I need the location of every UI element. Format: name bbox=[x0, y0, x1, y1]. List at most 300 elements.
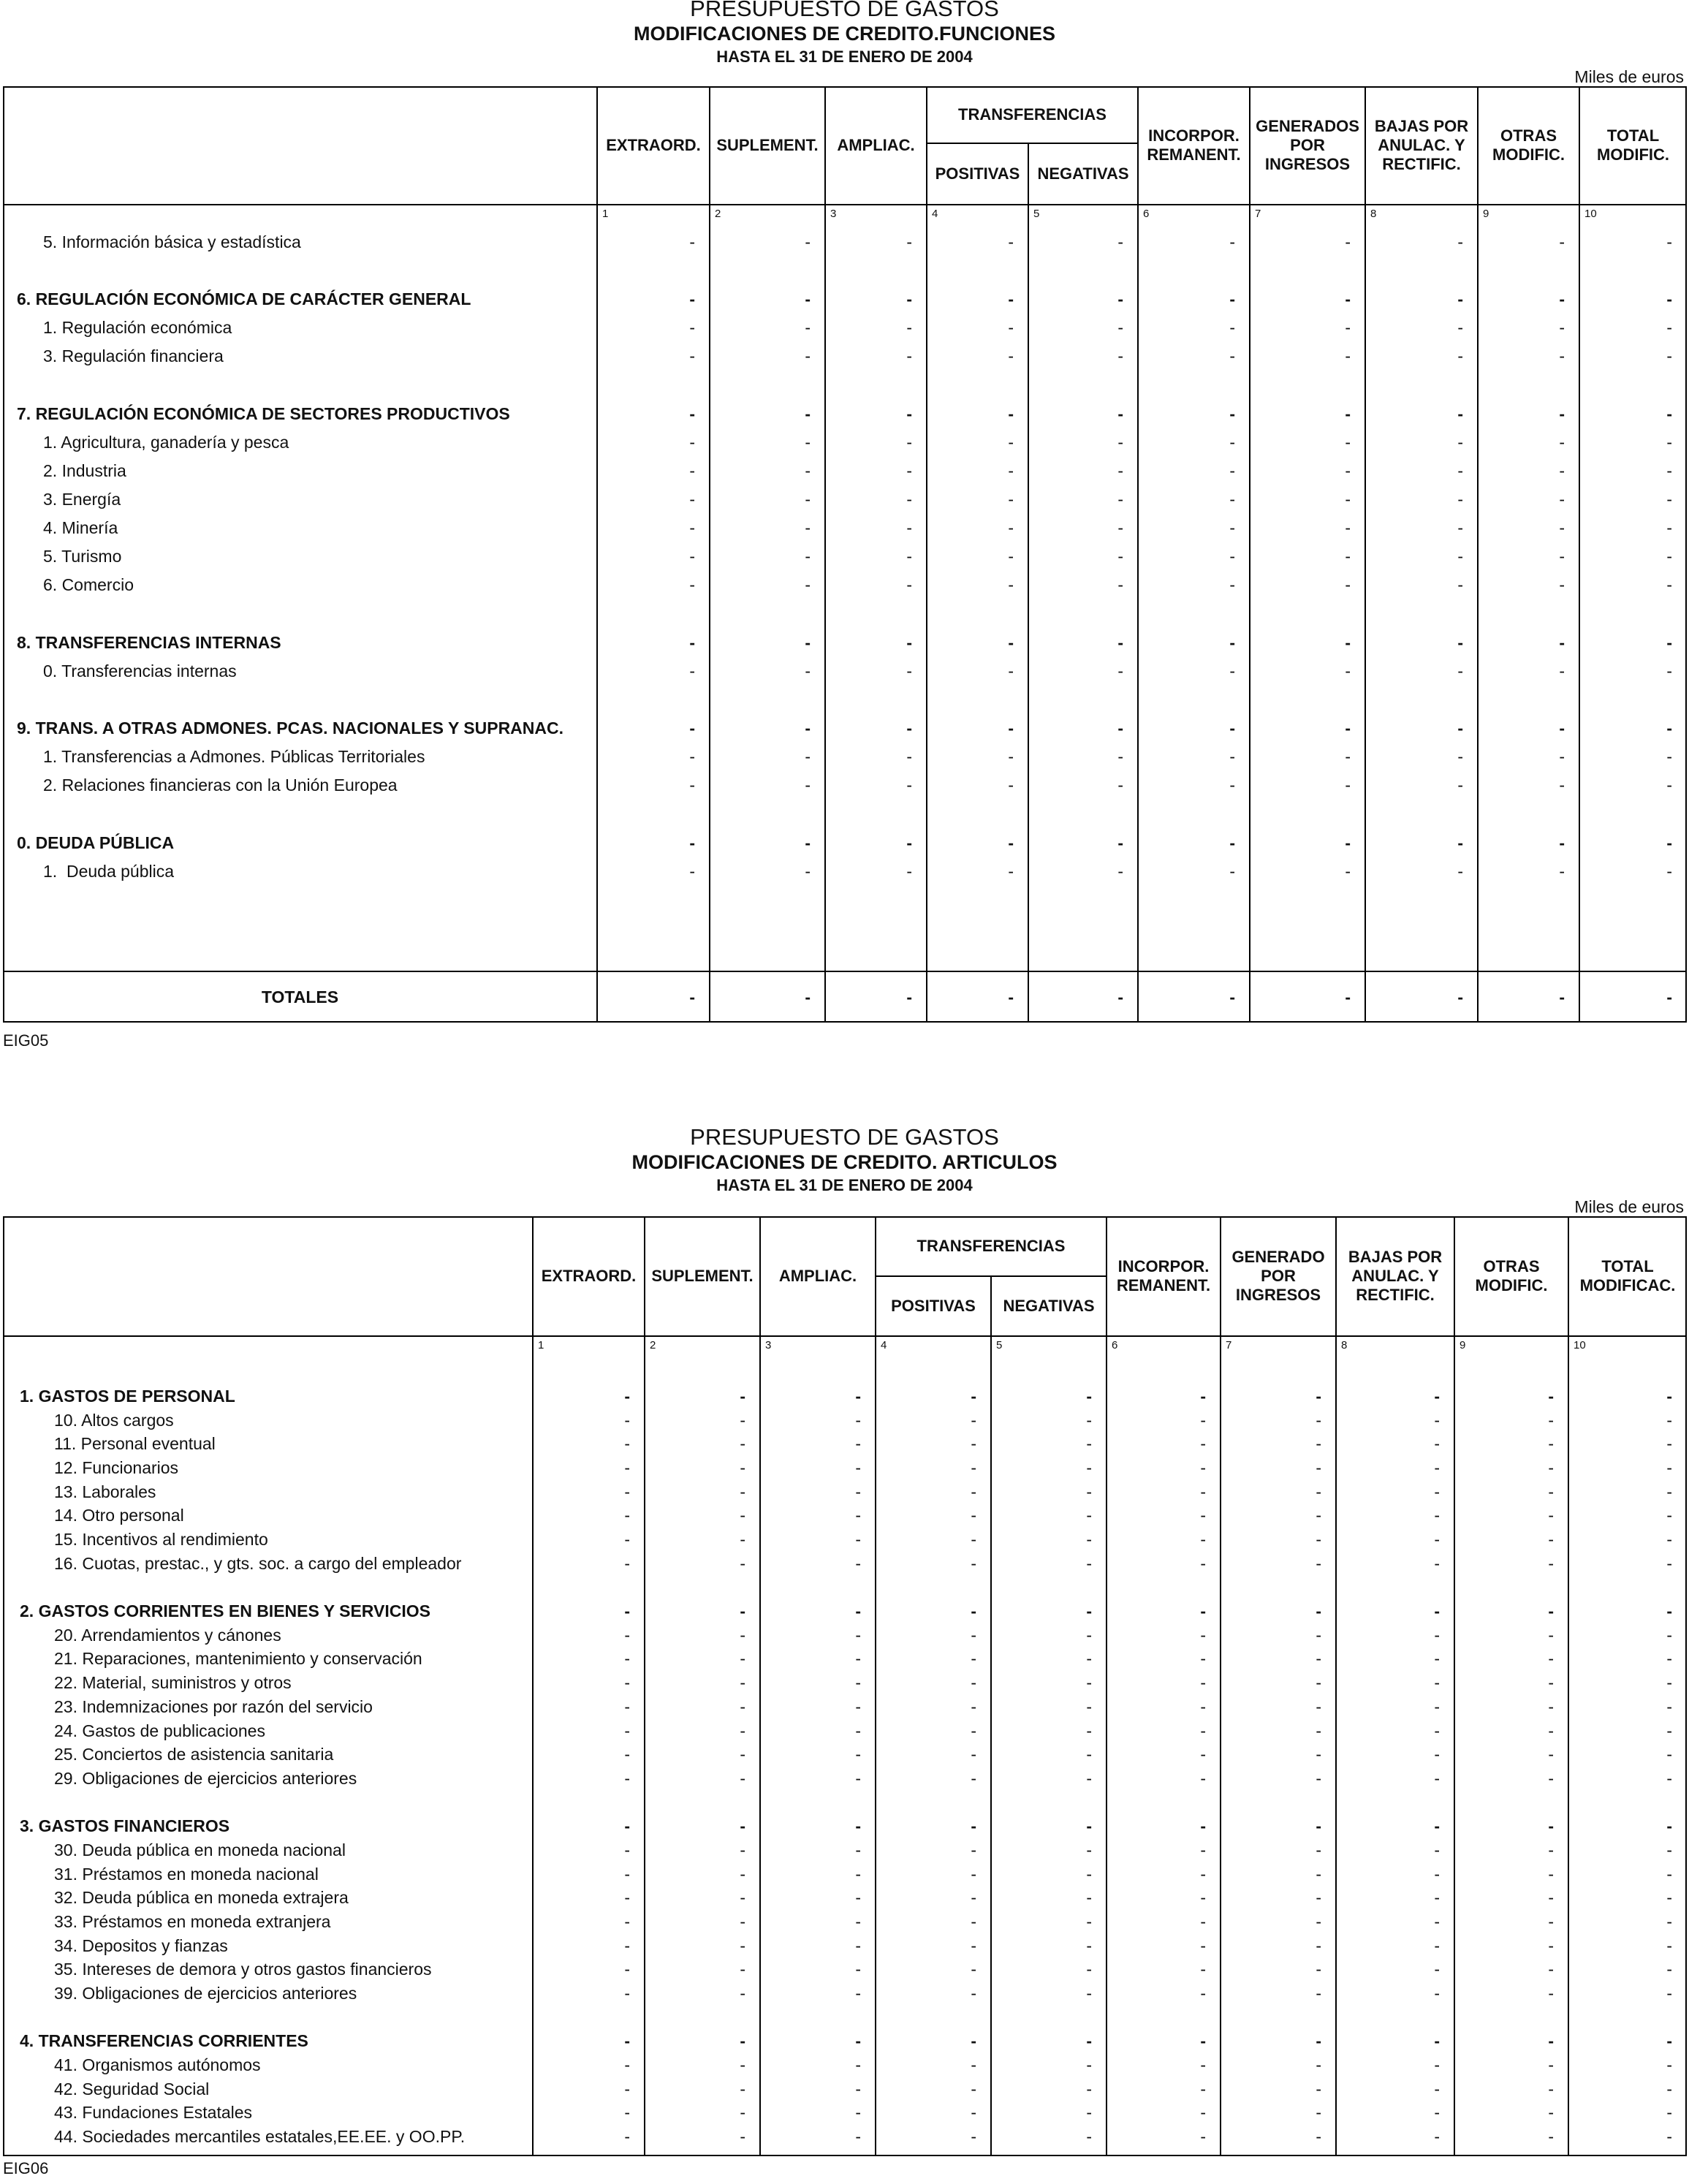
value-negativas: - bbox=[1117, 861, 1123, 881]
table-2-title: PRESUPUESTO DE GASTOS bbox=[690, 1124, 999, 1150]
item-row bbox=[3, 1719, 1687, 1743]
value-ampliac: - bbox=[855, 1768, 861, 1788]
value-incorpor: - bbox=[1200, 1506, 1206, 1525]
value-positivas: - bbox=[971, 2103, 976, 2123]
value-total: - bbox=[1666, 575, 1672, 595]
value-incorpor: - bbox=[1229, 518, 1235, 538]
item-row bbox=[3, 1623, 1687, 1647]
value-suplement: - bbox=[805, 547, 811, 566]
value-generados: - bbox=[1345, 718, 1351, 738]
section-heading-row bbox=[3, 1384, 1687, 1408]
value-extraord: - bbox=[624, 1888, 630, 1908]
column-header-incorpor bbox=[1107, 1216, 1221, 1336]
value-suplement: - bbox=[740, 1960, 745, 1979]
value-total: - bbox=[1666, 346, 1672, 366]
value-total: - bbox=[1666, 1935, 1672, 1955]
value-suplement: - bbox=[740, 1840, 745, 1859]
value-positivas: - bbox=[1008, 661, 1014, 680]
value-incorpor: - bbox=[1200, 1721, 1206, 1740]
value-generados: - bbox=[1316, 1553, 1321, 1573]
item-row bbox=[3, 1743, 1687, 1766]
value-otras: - bbox=[1559, 518, 1565, 538]
value-extraord: - bbox=[689, 575, 695, 595]
item-label: 30. Deuda pública en moneda nacional bbox=[54, 1840, 346, 1859]
item-row bbox=[3, 2101, 1687, 2124]
item-label: 1. Regulación económica bbox=[43, 318, 232, 338]
value-incorpor: - bbox=[1200, 1960, 1206, 1979]
value-otras: - bbox=[1559, 432, 1565, 452]
column-header-line: POR bbox=[1261, 1267, 1296, 1285]
value-bajas: - bbox=[1434, 1649, 1440, 1669]
value-ampliac: - bbox=[855, 1673, 861, 1693]
value-ampliac: - bbox=[855, 1888, 861, 1908]
item-row bbox=[3, 458, 1687, 484]
value-ampliac: - bbox=[906, 575, 912, 595]
value-positivas: - bbox=[971, 1816, 976, 1836]
item-row bbox=[3, 515, 1687, 541]
value-positivas: - bbox=[971, 1745, 976, 1764]
value-extraord: - bbox=[689, 318, 695, 338]
value-extraord: - bbox=[624, 2079, 630, 2098]
value-total: - bbox=[1666, 776, 1672, 795]
value-total: - bbox=[1666, 747, 1672, 767]
value-ampliac: - bbox=[906, 403, 912, 423]
item-row bbox=[3, 1767, 1687, 1790]
item-row bbox=[3, 1528, 1687, 1551]
value-extraord: - bbox=[624, 1721, 630, 1740]
value-positivas: - bbox=[1008, 833, 1014, 852]
item-label: 20. Arrendamientos y cánones bbox=[54, 1625, 281, 1645]
value-incorpor: - bbox=[1229, 987, 1235, 1006]
value-ampliac: - bbox=[855, 1458, 861, 1478]
column-number: 1 bbox=[602, 208, 609, 220]
item-label: 21. Reparaciones, mantenimiento y conservación bbox=[54, 1649, 422, 1669]
value-bajas: - bbox=[1434, 1458, 1440, 1478]
value-total: - bbox=[1666, 2103, 1672, 2123]
value-positivas: - bbox=[1008, 547, 1014, 566]
value-generados: - bbox=[1316, 1888, 1321, 1908]
value-negativas: - bbox=[1086, 1506, 1092, 1525]
value-bajas: - bbox=[1434, 1911, 1440, 1931]
value-otras: - bbox=[1548, 1458, 1554, 1478]
value-extraord: - bbox=[689, 547, 695, 566]
value-otras: - bbox=[1548, 1482, 1554, 1501]
value-extraord: - bbox=[624, 1696, 630, 1716]
value-total: - bbox=[1666, 1911, 1672, 1931]
value-generados: - bbox=[1345, 661, 1351, 680]
column-header-line: POSITIVAS bbox=[891, 1297, 976, 1315]
value-negativas: - bbox=[1086, 2031, 1092, 2051]
value-extraord: - bbox=[624, 2103, 630, 2123]
column-header-extraord bbox=[533, 1216, 645, 1336]
item-label: 43. Fundaciones Estatales bbox=[54, 2103, 253, 2123]
value-bajas: - bbox=[1457, 318, 1463, 338]
value-ampliac: - bbox=[906, 289, 912, 309]
value-extraord: - bbox=[624, 1530, 630, 1550]
value-incorpor: - bbox=[1200, 1911, 1206, 1931]
value-otras: - bbox=[1548, 1745, 1554, 1764]
item-row bbox=[3, 1957, 1687, 1981]
section-heading-row bbox=[3, 286, 1687, 312]
value-suplement: - bbox=[740, 1935, 745, 1955]
table-funciones bbox=[3, 86, 1687, 1023]
value-total: - bbox=[1666, 1984, 1672, 2003]
value-suplement: - bbox=[805, 460, 811, 480]
value-incorpor: - bbox=[1200, 1625, 1206, 1645]
value-otras: - bbox=[1548, 1984, 1554, 2003]
column-header-line: MODIFIC. bbox=[1492, 145, 1565, 164]
value-extraord: - bbox=[624, 1625, 630, 1645]
value-otras: - bbox=[1548, 1530, 1554, 1550]
column-number: 6 bbox=[1143, 208, 1150, 220]
value-generados: - bbox=[1316, 1601, 1321, 1621]
item-label: 6. Comercio bbox=[43, 575, 134, 595]
value-ampliac: - bbox=[855, 1530, 861, 1550]
group-header-label: TRANSFERENCIAS bbox=[958, 105, 1107, 124]
value-negativas: - bbox=[1086, 1553, 1092, 1573]
item-label: 0. Transferencias internas bbox=[43, 661, 237, 680]
value-bajas: - bbox=[1434, 1673, 1440, 1693]
value-bajas: - bbox=[1457, 776, 1463, 795]
section-heading-label: 7. REGULACIÓN ECONÓMICA DE SECTORES PRODUCTIVOS bbox=[17, 403, 510, 423]
value-otras: - bbox=[1559, 987, 1565, 1006]
value-extraord: - bbox=[624, 1458, 630, 1478]
column-header-line: MODIFIC. bbox=[1475, 1276, 1548, 1294]
value-ampliac: - bbox=[906, 632, 912, 652]
value-positivas: - bbox=[971, 1984, 976, 2003]
value-generados: - bbox=[1316, 2079, 1321, 2098]
value-extraord: - bbox=[624, 1768, 630, 1788]
value-positivas: - bbox=[971, 1458, 976, 1478]
value-ampliac: - bbox=[855, 2079, 861, 2098]
value-incorpor: - bbox=[1229, 403, 1235, 423]
column-header-negativas bbox=[991, 1276, 1107, 1336]
value-incorpor: - bbox=[1200, 1530, 1206, 1550]
value-incorpor: - bbox=[1229, 776, 1235, 795]
value-total: - bbox=[1666, 1553, 1672, 1573]
value-extraord: - bbox=[624, 1911, 630, 1931]
value-positivas: - bbox=[971, 2127, 976, 2147]
value-generados: - bbox=[1316, 2055, 1321, 2075]
value-incorpor: - bbox=[1200, 1768, 1206, 1788]
value-total: - bbox=[1666, 490, 1672, 509]
column-header-line: INCORPOR. bbox=[1148, 126, 1240, 145]
value-ampliac: - bbox=[855, 2103, 861, 2123]
value-bajas: - bbox=[1457, 432, 1463, 452]
value-bajas: - bbox=[1457, 747, 1463, 767]
value-generados: - bbox=[1345, 518, 1351, 538]
value-total: - bbox=[1666, 1696, 1672, 1716]
value-generados: - bbox=[1345, 776, 1351, 795]
value-generados: - bbox=[1316, 1911, 1321, 1931]
value-generados: - bbox=[1345, 490, 1351, 509]
column-header-negativas bbox=[1028, 143, 1138, 205]
value-suplement: - bbox=[805, 518, 811, 538]
column-header-line: AMPLIAC. bbox=[778, 1267, 857, 1285]
value-total: - bbox=[1666, 1410, 1672, 1430]
item-row bbox=[3, 1671, 1687, 1694]
value-extraord: - bbox=[689, 776, 695, 795]
value-generados: - bbox=[1345, 403, 1351, 423]
value-negativas: - bbox=[1117, 460, 1123, 480]
value-incorpor: - bbox=[1229, 661, 1235, 680]
group-header-label: TRANSFERENCIAS bbox=[916, 1237, 1066, 1255]
value-generados: - bbox=[1316, 1840, 1321, 1859]
item-row bbox=[3, 1838, 1687, 1862]
value-extraord: - bbox=[689, 518, 695, 538]
value-negativas: - bbox=[1086, 1387, 1092, 1406]
item-label: 2. Industria bbox=[43, 460, 126, 480]
column-header-line: INGRESOS bbox=[1235, 1286, 1321, 1304]
column-header-line: EXTRAORD. bbox=[541, 1267, 637, 1285]
value-positivas: - bbox=[1008, 747, 1014, 767]
value-otras: - bbox=[1548, 1434, 1554, 1454]
value-negativas: - bbox=[1117, 632, 1123, 652]
column-header-line: RECTIFIC. bbox=[1382, 155, 1461, 173]
item-row bbox=[3, 2125, 1687, 2148]
value-ampliac: - bbox=[906, 861, 912, 881]
item-label: 34. Depositos y fianzas bbox=[54, 1935, 228, 1955]
item-row bbox=[3, 1934, 1687, 1957]
value-incorpor: - bbox=[1200, 1888, 1206, 1908]
column-header-line: SUPLEMENT. bbox=[651, 1267, 754, 1285]
value-positivas: - bbox=[1008, 632, 1014, 652]
value-otras: - bbox=[1548, 1553, 1554, 1573]
item-row bbox=[3, 1552, 1687, 1575]
value-incorpor: - bbox=[1200, 1458, 1206, 1478]
value-negativas: - bbox=[1086, 2127, 1092, 2147]
value-generados: - bbox=[1316, 1864, 1321, 1884]
value-ampliac: - bbox=[855, 1911, 861, 1931]
value-incorpor: - bbox=[1229, 747, 1235, 767]
value-generados: - bbox=[1345, 460, 1351, 480]
totals-divider bbox=[3, 971, 1687, 972]
column-header-line: REMANENT. bbox=[1116, 1276, 1211, 1294]
item-label: 29. Obligaciones de ejercicios anteriores bbox=[54, 1768, 357, 1788]
value-ampliac: - bbox=[906, 518, 912, 538]
value-total: - bbox=[1666, 1816, 1672, 1836]
value-suplement: - bbox=[740, 1696, 745, 1716]
value-bajas: - bbox=[1434, 1816, 1440, 1836]
value-bajas: - bbox=[1457, 232, 1463, 251]
value-bajas: - bbox=[1434, 2031, 1440, 2051]
value-positivas: - bbox=[971, 1960, 976, 1979]
table-1-title: PRESUPUESTO DE GASTOS bbox=[690, 0, 999, 21]
value-extraord: - bbox=[624, 1506, 630, 1525]
value-negativas: - bbox=[1086, 1696, 1092, 1716]
item-label: 12. Funcionarios bbox=[54, 1458, 179, 1478]
value-positivas: - bbox=[1008, 718, 1014, 738]
value-bajas: - bbox=[1457, 289, 1463, 309]
column-header-line: TOTAL bbox=[1606, 126, 1660, 145]
value-negativas: - bbox=[1086, 1864, 1092, 1884]
value-ampliac: - bbox=[906, 490, 912, 509]
value-ampliac: - bbox=[906, 987, 912, 1006]
value-generados: - bbox=[1345, 232, 1351, 251]
column-number: 1 bbox=[538, 1339, 544, 1351]
value-positivas: - bbox=[971, 1601, 976, 1621]
item-label: 10. Altos cargos bbox=[54, 1410, 174, 1430]
value-total: - bbox=[1666, 987, 1672, 1006]
totals-row bbox=[3, 984, 1687, 1010]
value-ampliac: - bbox=[855, 1696, 861, 1716]
value-generados: - bbox=[1345, 833, 1351, 852]
value-otras: - bbox=[1559, 318, 1565, 338]
value-suplement: - bbox=[805, 987, 811, 1006]
value-total: - bbox=[1666, 2031, 1672, 2051]
value-total: - bbox=[1666, 1745, 1672, 1764]
column-header-line: INCORPOR. bbox=[1117, 1257, 1210, 1275]
table-1-footer-code: EIG05 bbox=[3, 1031, 49, 1050]
value-generados: - bbox=[1316, 1458, 1321, 1478]
column-header-otras bbox=[1478, 86, 1579, 205]
item-row bbox=[3, 2053, 1687, 2077]
column-header-ampliac bbox=[760, 1216, 876, 1336]
column-number: 4 bbox=[932, 208, 938, 220]
value-positivas: - bbox=[1008, 861, 1014, 881]
item-row bbox=[3, 1408, 1687, 1432]
column-header-bajas bbox=[1365, 86, 1478, 205]
value-suplement: - bbox=[740, 1864, 745, 1884]
value-suplement: - bbox=[740, 1721, 745, 1740]
section-heading-row bbox=[3, 401, 1687, 427]
value-extraord: - bbox=[624, 1935, 630, 1955]
column-group-header-transferencias bbox=[876, 1216, 1107, 1276]
value-extraord: - bbox=[624, 1649, 630, 1669]
value-incorpor: - bbox=[1200, 1864, 1206, 1884]
value-generados: - bbox=[1316, 1649, 1321, 1669]
item-row bbox=[3, 543, 1687, 569]
value-ampliac: - bbox=[855, 1482, 861, 1501]
table-2-footer-code: EIG06 bbox=[3, 2159, 49, 2177]
value-total: - bbox=[1666, 1625, 1672, 1645]
value-positivas: - bbox=[1008, 289, 1014, 309]
column-header-line: EXTRAORD. bbox=[606, 136, 701, 154]
value-suplement: - bbox=[805, 432, 811, 452]
value-ampliac: - bbox=[855, 1745, 861, 1764]
table-2-units-label: Miles de euros bbox=[1574, 1197, 1684, 1216]
value-suplement: - bbox=[740, 2079, 745, 2098]
value-total: - bbox=[1666, 661, 1672, 680]
value-otras: - bbox=[1559, 289, 1565, 309]
value-positivas: - bbox=[1008, 518, 1014, 538]
value-negativas: - bbox=[1086, 1935, 1092, 1955]
item-label: 41. Organismos autónomos bbox=[54, 2055, 261, 2075]
value-generados: - bbox=[1316, 1434, 1321, 1454]
value-incorpor: - bbox=[1200, 2103, 1206, 2123]
value-suplement: - bbox=[740, 1458, 745, 1478]
value-positivas: - bbox=[971, 1625, 976, 1645]
value-total: - bbox=[1666, 718, 1672, 738]
value-bajas: - bbox=[1457, 403, 1463, 423]
value-total: - bbox=[1666, 1530, 1672, 1550]
value-suplement: - bbox=[740, 1387, 745, 1406]
column-header-line: MODIFIC. bbox=[1597, 145, 1669, 164]
value-bajas: - bbox=[1457, 718, 1463, 738]
value-ampliac: - bbox=[906, 547, 912, 566]
value-total: - bbox=[1666, 833, 1672, 852]
value-otras: - bbox=[1548, 1625, 1554, 1645]
value-incorpor: - bbox=[1229, 346, 1235, 366]
value-bajas: - bbox=[1434, 1434, 1440, 1454]
value-extraord: - bbox=[624, 1601, 630, 1621]
item-label: 1. Transferencias a Admones. Públicas Territoriales bbox=[43, 747, 425, 767]
value-negativas: - bbox=[1086, 1888, 1092, 1908]
value-extraord: - bbox=[624, 1673, 630, 1693]
value-negativas: - bbox=[1117, 432, 1123, 452]
value-otras: - bbox=[1548, 1601, 1554, 1621]
value-negativas: - bbox=[1117, 718, 1123, 738]
value-negativas: - bbox=[1117, 518, 1123, 538]
value-total: - bbox=[1666, 518, 1672, 538]
value-incorpor: - bbox=[1200, 1745, 1206, 1764]
value-bajas: - bbox=[1434, 1506, 1440, 1525]
value-bajas: - bbox=[1434, 1625, 1440, 1645]
column-header-ampliac bbox=[825, 86, 927, 205]
item-row bbox=[3, 743, 1687, 770]
value-negativas: - bbox=[1086, 1840, 1092, 1859]
value-generados: - bbox=[1345, 861, 1351, 881]
value-suplement: - bbox=[740, 1816, 745, 1836]
value-positivas: - bbox=[1008, 776, 1014, 795]
value-incorpor: - bbox=[1229, 718, 1235, 738]
value-otras: - bbox=[1559, 861, 1565, 881]
value-bajas: - bbox=[1434, 1864, 1440, 1884]
item-row bbox=[3, 1504, 1687, 1527]
value-incorpor: - bbox=[1200, 1410, 1206, 1430]
value-total: - bbox=[1666, 1649, 1672, 1669]
value-incorpor: - bbox=[1200, 1696, 1206, 1716]
item-label: 22. Material, suministros y otros bbox=[54, 1673, 292, 1693]
value-ampliac: - bbox=[855, 1506, 861, 1525]
value-otras: - bbox=[1559, 346, 1565, 366]
value-extraord: - bbox=[624, 1553, 630, 1573]
item-row bbox=[3, 772, 1687, 798]
column-header-suplement bbox=[645, 1216, 760, 1336]
value-total: - bbox=[1666, 289, 1672, 309]
value-otras: - bbox=[1548, 2079, 1554, 2098]
value-otras: - bbox=[1548, 2127, 1554, 2147]
value-ampliac: - bbox=[855, 1601, 861, 1621]
value-negativas: - bbox=[1086, 2079, 1092, 2098]
value-extraord: - bbox=[689, 232, 695, 251]
column-header-line: RECTIFIC. bbox=[1356, 1286, 1435, 1304]
value-positivas: - bbox=[1008, 318, 1014, 338]
section-heading-label: 0. DEUDA PÚBLICA bbox=[17, 833, 175, 852]
value-suplement: - bbox=[805, 632, 811, 652]
item-row bbox=[3, 572, 1687, 598]
value-generados: - bbox=[1316, 2103, 1321, 2123]
value-suplement: - bbox=[805, 718, 811, 738]
value-otras: - bbox=[1548, 1960, 1554, 1979]
value-otras: - bbox=[1559, 632, 1565, 652]
value-total: - bbox=[1666, 1601, 1672, 1621]
value-otras: - bbox=[1548, 2103, 1554, 2123]
value-incorpor: - bbox=[1200, 1673, 1206, 1693]
item-label: 3. Energía bbox=[43, 490, 121, 509]
value-suplement: - bbox=[740, 1601, 745, 1621]
section-heading-label: 3. GASTOS FINANCIEROS bbox=[20, 1816, 230, 1836]
value-negativas: - bbox=[1086, 1530, 1092, 1550]
value-negativas: - bbox=[1117, 661, 1123, 680]
value-positivas: - bbox=[971, 1410, 976, 1430]
value-suplement: - bbox=[740, 2055, 745, 2075]
item-row bbox=[3, 1432, 1687, 1455]
item-row bbox=[3, 1910, 1687, 1933]
item-label: 15. Incentivos al rendimiento bbox=[54, 1530, 268, 1550]
value-incorpor: - bbox=[1200, 2055, 1206, 2075]
value-suplement: - bbox=[805, 861, 811, 881]
